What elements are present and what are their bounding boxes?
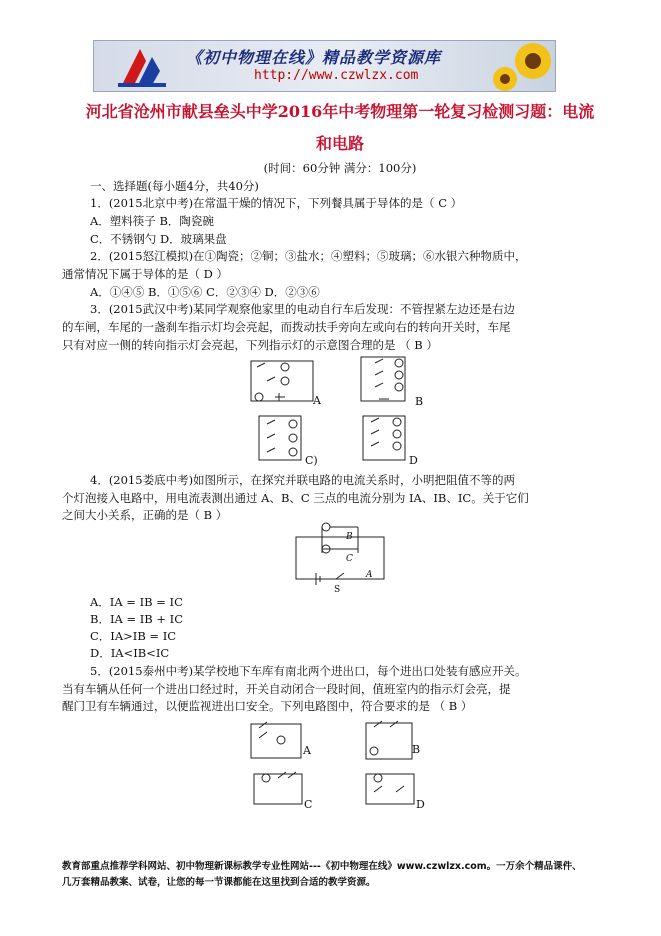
q4-stem-line1: 4．(2015娄底中考)如图所示，在探究并联电路的电流关系时，小明把阻值不等的两 bbox=[90, 473, 516, 487]
q4-circuit-figure bbox=[290, 521, 395, 593]
q4-option-a: A．IA = IB = IC bbox=[90, 595, 183, 609]
banner-title: 《初中物理在线》精品教学资源库 bbox=[186, 48, 442, 67]
section-heading: 一、选择题(每小题4分，共40分) bbox=[90, 179, 259, 193]
q3-stem-line1: 3．(2015武汉中考)某同学观察他家里的电动自行车后发现：不管捏紧左边还是右边 bbox=[90, 302, 516, 316]
page-title-line2: 和电路 bbox=[315, 134, 364, 153]
q1-options-ab: A．塑料筷子 B．陶瓷碗 bbox=[90, 214, 214, 228]
svg-text:C: C bbox=[304, 798, 313, 811]
svg-text:S: S bbox=[334, 585, 341, 593]
svg-text:C: C bbox=[346, 554, 353, 564]
q5-figure-a bbox=[245, 718, 315, 766]
svg-text:B: B bbox=[346, 532, 353, 542]
q3-figure-b bbox=[355, 355, 430, 409]
exam-info: (时间：60分钟 满分：100分) bbox=[263, 161, 417, 175]
svg-text:A: A bbox=[303, 744, 311, 757]
q5-figure-c bbox=[248, 768, 320, 812]
q2-options: A．①④⑤ B．①⑤⑥ C．②③④ D．②③⑥ bbox=[90, 285, 320, 299]
q3-figure-c bbox=[253, 414, 325, 468]
q3-label-c: C) bbox=[305, 454, 318, 467]
q3-figure-d bbox=[357, 414, 429, 468]
q2-stem-line1: 2．(2015怒江模拟)在①陶瓷；②铜；③盐水；④塑料；⑤玻璃；⑥水银六种物质中， bbox=[90, 249, 527, 263]
page-title-line1: 河北省沧州市献县垒头中学2016年中考物理第一轮复习检测习题：电流 bbox=[85, 102, 595, 121]
q3-label-b: B bbox=[415, 395, 424, 408]
q5-stem-line2: 当有车辆从任何一个进出口经过时，开关自动闭合一段时间，值班室内的指示灯会亮，提 bbox=[62, 682, 511, 696]
q4-option-c: C．IA>IB = IC bbox=[90, 629, 177, 643]
q5-stem-line1: 5．(2015泰州中考)某学校地下车库有南北两个进出口，每个进出口处装有感应开关。 bbox=[90, 664, 527, 678]
q3-stem-line2: 的车闸，车尾的一盏刹车指示灯均会亮起，而拨动扶手旁向左或向右的转向开关时，车尾 bbox=[62, 320, 511, 334]
svg-text:B: B bbox=[412, 743, 421, 756]
site-logo-icon bbox=[112, 41, 172, 91]
q4-option-d: D．IA<IB<IC bbox=[90, 646, 170, 660]
q5-stem-line3: 醒门卫有车辆通过，以便监视进出口安全。下列电路图中，符合要求的是 （ B ） bbox=[62, 699, 473, 713]
q3-label-a: A bbox=[313, 394, 321, 407]
q2-stem-line2: 通常情况下属于导体的是（ D ） bbox=[62, 267, 229, 281]
q3-figure-a bbox=[245, 357, 330, 409]
banner-url: http://www.czwlzx.com bbox=[254, 68, 419, 83]
q5-figure-d bbox=[360, 768, 432, 812]
q4-stem-line2: 个灯泡接入电路中，用电流表测出通过 A、B、C 三点的电流分别为 IA、IB、IC。关于它们 bbox=[62, 491, 529, 505]
q3-label-d: D bbox=[409, 454, 418, 467]
footer-line2: 几万套精品教案、试卷，让您的每一节课都能在这里找到合适的教学资源。 bbox=[62, 877, 376, 888]
sunflower-icon bbox=[485, 41, 555, 91]
svg-text:A: A bbox=[366, 570, 373, 580]
q5-figure-b bbox=[360, 715, 430, 767]
q1-options-cd: C．不锈钢勺 D．玻璃果盘 bbox=[90, 232, 227, 246]
q3-stem-line3: 只有对应一侧的转向指示灯会亮起，下列指示灯的示意图合理的是 （ B ） bbox=[62, 338, 438, 352]
site-banner bbox=[93, 40, 556, 92]
q1-stem: 1．(2015北京中考)在常温干燥的情况下，下列餐具属于导体的是（ C ） bbox=[90, 196, 463, 210]
footer-line1: 教育部重点推荐学科网站、初中物理新课标教学专业性网站---《初中物理在线》www.czwlzx.com。一万余个精品课件、 bbox=[62, 861, 582, 872]
svg-text:D: D bbox=[416, 798, 425, 811]
q4-option-b: B．IA = IB + IC bbox=[90, 612, 184, 626]
q4-stem-line3: 之间大小关系，正确的是（ B ） bbox=[62, 508, 228, 522]
